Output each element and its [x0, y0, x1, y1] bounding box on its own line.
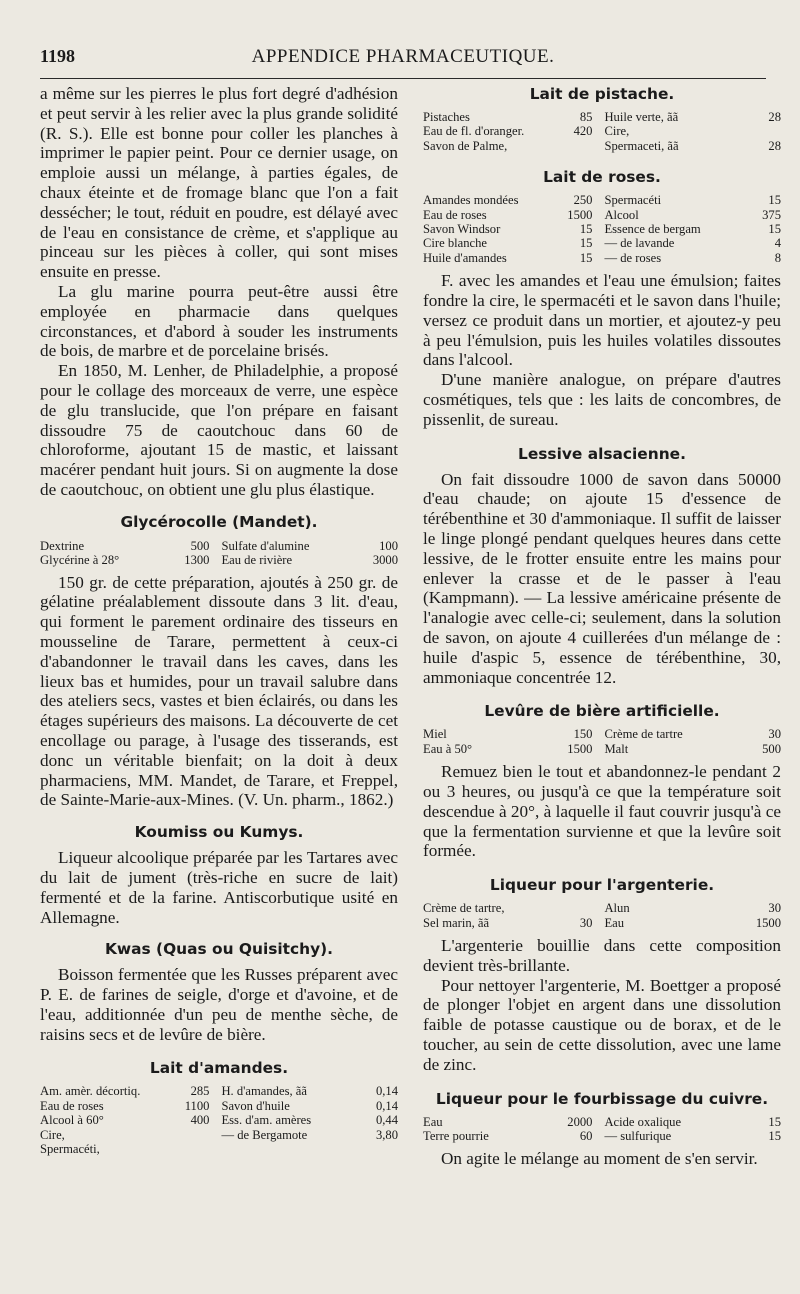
ingredient: Miel [423, 727, 447, 742]
quantity: 0,14 [375, 1084, 398, 1099]
section-title-glycerocolle: Glycérocolle (Mandet). [120, 512, 318, 531]
quantity: 375 [762, 207, 781, 222]
quantity: 15 [579, 236, 593, 251]
ingredient: Savon Windsor [423, 222, 501, 237]
section-title-kwas: Kwas (Quas ou Quisitchy). [104, 940, 334, 959]
quantity [551, 901, 600, 915]
right-column [423, 84, 781, 1169]
ingredient: Eau [604, 915, 625, 930]
paragraph: L'argenterie bouillie dans cette composition devient très-brillante. [423, 936, 781, 975]
formula-row [423, 222, 781, 236]
quantity: 15 [579, 222, 593, 237]
paragraph: En 1850, M. Lenher, de Philadelphie, a proposé pour le collage des morceaux de verre, une espèce de glu translucide, que l'on prépare en faisant dissoudre 75 de caoutchouc dans 60 de chloroforme, ajoutant 15 de mastic, et laissant macérer pendant huit jours. Si on augmente la dose de caoutchouc, on obtient une glu plus élastique. [40, 361, 398, 499]
ingredient: — de roses [604, 250, 662, 265]
formula-row [423, 901, 781, 915]
quantity: 15 [768, 222, 781, 237]
quantity: 8 [774, 250, 781, 265]
formula-row [423, 208, 781, 222]
quantity: 0,14 [375, 1098, 398, 1113]
ingredient: Eau de rivière [221, 553, 293, 568]
section-title-fourbissage: Liqueur pour le fourbissage du cuivre. [435, 1089, 769, 1108]
formula-row [423, 1129, 781, 1143]
ingredient: Terre pourrie [423, 1128, 489, 1143]
formula-table [40, 1084, 398, 1156]
section-title-lait-amandes: Lait d'amandes. [149, 1059, 289, 1078]
section-title-argenterie: Liqueur pour l'argenterie. [489, 876, 715, 895]
ingredient: Cire, [40, 1127, 65, 1142]
formula-row [423, 124, 781, 138]
ingredient: Eau de roses [423, 207, 487, 222]
ingredient: Huile verte, ãã [604, 110, 679, 124]
formula-table [423, 727, 781, 756]
ingredient: Malt [604, 741, 629, 756]
ingredient: Crème de tartre, [423, 901, 505, 916]
quantity: 85 [579, 110, 593, 124]
paragraph: Boisson fermentée que les Russes préparent avec P. E. de farines de seigle, d'orge et d'avoine, et de l'eau, additionnée d'un peu de menthe sèche, de raisins secs et de levûre de bière. [40, 965, 398, 1044]
ingredient: Spermaceti, ãã [604, 138, 679, 153]
formula-row [423, 742, 781, 756]
quantity: 420 [573, 124, 593, 139]
paragraph: Pour nettoyer l'argenterie, M. Boettger a proposé de plonger l'objet en argent dans une dissolution faible de potasse caustique ou de borax, et de le toucher, au sein de cette dissolution, avec une lame de zinc. [423, 975, 781, 1074]
quantity: 400 [190, 1113, 210, 1128]
formula-row [423, 139, 781, 153]
ingredient: Savon de Palme, [423, 138, 508, 153]
formula-row [423, 193, 781, 207]
ingredient: Essence de bergam [604, 222, 701, 237]
quantity: 4 [774, 236, 781, 251]
formula-row [423, 110, 781, 124]
ingredient: Eau de fl. d'oranger. [423, 124, 525, 139]
page-number: 1198 [40, 46, 76, 66]
formula-table [423, 1115, 781, 1144]
quantity: 28 [768, 138, 781, 153]
ingredient: Crème de tartre [604, 727, 683, 742]
formula-row [40, 1099, 398, 1113]
ingredient [217, 1142, 353, 1156]
ingredient: Amandes mondées [423, 193, 519, 208]
ingredient: Cire, [604, 124, 630, 139]
ingredient: Ess. d'am. amères [221, 1113, 312, 1128]
formula-row [423, 236, 781, 250]
paragraph: 150 gr. de cette préparation, ajoutés à 250 gr. de gélatine préalablement dissoute dans 3 lit. d'eau, qui forment le parement ordinaire des tisseurs en mousseline de Tarare, permettent à ceux-ci d'abandonner le travail dans les caves, dans les lieux bas et humides, pour un travail salubre dans des ateliers secs, vastes et bien éclairés, ou dans les étages supérieurs des maisons. La découverte de cet encollage ou parage, à l'usage des tisserands, est donc un véritable bienfait; on la doit à deux pharmaciens, MM. Mandet, de Tarare, et Freppel, de Sainte-Marie-aux-Mines. (V. Un. pharm., 1862.) [40, 572, 398, 810]
quantity: 100 [379, 538, 398, 553]
formula-row [40, 553, 398, 567]
quantity: 1100 [184, 1098, 210, 1113]
paragraph: On fait dissoudre 1000 de savon dans 50000 d'eau chaude; on ajoute 15 d'essence de térébenthine et 30 d'ammoniaque. Il suffit de laisser le linge plongé pendant quelques heures dans cette lessive, de le frotter ensuite entre les mains pour enlever la crasse et de le passer à l'eau (Kampmann). — La lessive américaine présente de l'analogie avec celle-ci; seulement, dans la solution de savon, on ajoute 4 cuillerées d'un mélange de : huile d'aspic 5, essence de térébenthine, 30, ammoniaque concentrée 12. [423, 469, 781, 687]
quantity: 28 [768, 110, 781, 124]
ingredient: Alcool [604, 207, 639, 222]
quantity [736, 124, 781, 138]
quantity: 250 [573, 193, 593, 208]
formula-table [423, 901, 781, 930]
page-header [40, 46, 766, 79]
quantity: 30 [768, 727, 781, 742]
ingredient: — de lavande [604, 236, 675, 251]
paragraph: Remuez bien le tout et abandonnez-le pendant 2 ou 3 heures, ou jusqu'à ce que la température soit descendue à 20°, à laquelle il faut couvrir jusqu'à ce que la fermentation survienne et que la levûre soit formée. [423, 762, 781, 861]
formula-table [423, 110, 781, 153]
formula-row [40, 1142, 398, 1156]
ingredient: Huile d'amandes [423, 250, 507, 265]
paragraph: a même sur les pierres le plus fort degré d'adhésion et peut servir à les relier avec la plus grande solidité (R. S.). Elle est bonne pour coller les planches à imprimer le papier peint. Pour ce dernier usage, on emploie aussi un mélange, à parties égales, de chaux éteinte et de fromage blanc que l'on a fait dessécher; le tout, réduit en poudre, est délayé avec de l'eau en consistance de crème, et s'applique au pinceau sur les pièces à coller, qui sont mises ensuite en presse. [40, 84, 398, 282]
ingredient: Am. amèr. décortiq. [40, 1084, 141, 1099]
ingredient: Dextrine [40, 538, 85, 553]
quantity: 1500 [755, 915, 781, 930]
section-title-lait-pistache: Lait de pistache. [529, 85, 675, 103]
ingredient: Sulfate d'alumine [221, 538, 310, 553]
quantity [168, 1142, 217, 1156]
ingredient: Eau [423, 1114, 443, 1129]
ingredient: — sulfurique [604, 1128, 672, 1143]
quantity: 2000 [567, 1114, 593, 1129]
ingredient: — de Bergamote [221, 1127, 308, 1142]
formula-table [40, 539, 398, 568]
paragraph: La glu marine pourra peut-être aussi être employée en pharmacie dans quelques circonstances, et d'abord à souder les instruments de bois, de marbre et de porcelaine brisés. [40, 281, 398, 361]
formula-row [423, 251, 781, 265]
left-column [40, 84, 398, 1157]
formula-row [40, 539, 398, 553]
formula-row [423, 1115, 781, 1129]
quantity: 1300 [184, 553, 210, 568]
ingredient: Savon d'huile [221, 1098, 290, 1113]
quantity [551, 139, 600, 153]
quantity [353, 1142, 398, 1156]
ingredient: Eau à 50° [423, 741, 473, 756]
formula-row [423, 727, 781, 741]
section-title-lessive: Lessive alsacienne. [518, 444, 686, 463]
ingredient: Cire blanche [423, 236, 487, 251]
formula-row [40, 1128, 398, 1142]
quantity: 30 [768, 901, 781, 916]
ingredient: Alcool à 60° [40, 1113, 104, 1128]
quantity: 15 [768, 193, 781, 208]
ingredient: Glycérine à 28° [40, 553, 120, 568]
quantity [168, 1128, 217, 1142]
formula-row [40, 1113, 398, 1127]
paragraph: Liqueur alcoolique préparée par les Tartares avec du lait de jument (très-riche en sucre de lait) fermenté et de la farine. Antiscorbutique usité en Allemagne. [40, 848, 398, 927]
ingredient: Pistaches [423, 110, 470, 124]
quantity: 30 [579, 915, 593, 930]
ingredient: Alun [604, 901, 630, 916]
section-title-levure: Levûre de bière artificielle. [484, 702, 720, 721]
paragraph: D'une manière analogue, on prépare d'autres cosmétiques, tels que : les laits de concombres, de pissenlit, de sureau. [423, 370, 781, 429]
paragraph: On agite le mélange au moment de s'en servir. [441, 1149, 758, 1169]
ingredient: Acide oxalique [604, 1114, 682, 1129]
quantity: 0,44 [375, 1113, 398, 1128]
quantity: 1500 [567, 741, 593, 756]
quantity: 15 [768, 1114, 781, 1129]
quantity: 3000 [372, 553, 398, 568]
quantity: 500 [762, 741, 781, 756]
ingredient: Spermacéti [604, 193, 662, 208]
ingredient: H. d'amandes, ãã [221, 1084, 307, 1099]
formula-table [423, 193, 781, 265]
section-title-koumiss: Koumiss ou Kumys. [134, 823, 304, 842]
quantity: 1500 [567, 207, 593, 222]
paragraph: F. avec les amandes et l'eau une émulsion; faites fondre la cire, le spermacéti et le savon dans l'huile; versez ce produit dans un mortier, et ajoutez-y peu à peu l'émulsion, puis les huiles volatiles dissoutes dans l'alcool. [423, 271, 781, 370]
quantity: 3,80 [375, 1127, 398, 1142]
ingredient: Sel marin, ãã [423, 915, 490, 930]
ingredient: Spermacéti, [40, 1142, 100, 1157]
running-head: APPENDICE PHARMACEUTIQUE. [251, 46, 555, 67]
section-title-lait-roses: Lait de roses. [543, 168, 661, 187]
formula-row [423, 916, 781, 930]
quantity: 60 [579, 1128, 593, 1143]
quantity: 500 [190, 538, 210, 553]
quantity: 15 [579, 250, 593, 265]
quantity: 285 [190, 1084, 210, 1099]
ingredient: Eau de roses [40, 1098, 104, 1113]
formula-row [40, 1084, 398, 1098]
quantity: 15 [768, 1128, 781, 1143]
quantity: 150 [573, 727, 593, 742]
